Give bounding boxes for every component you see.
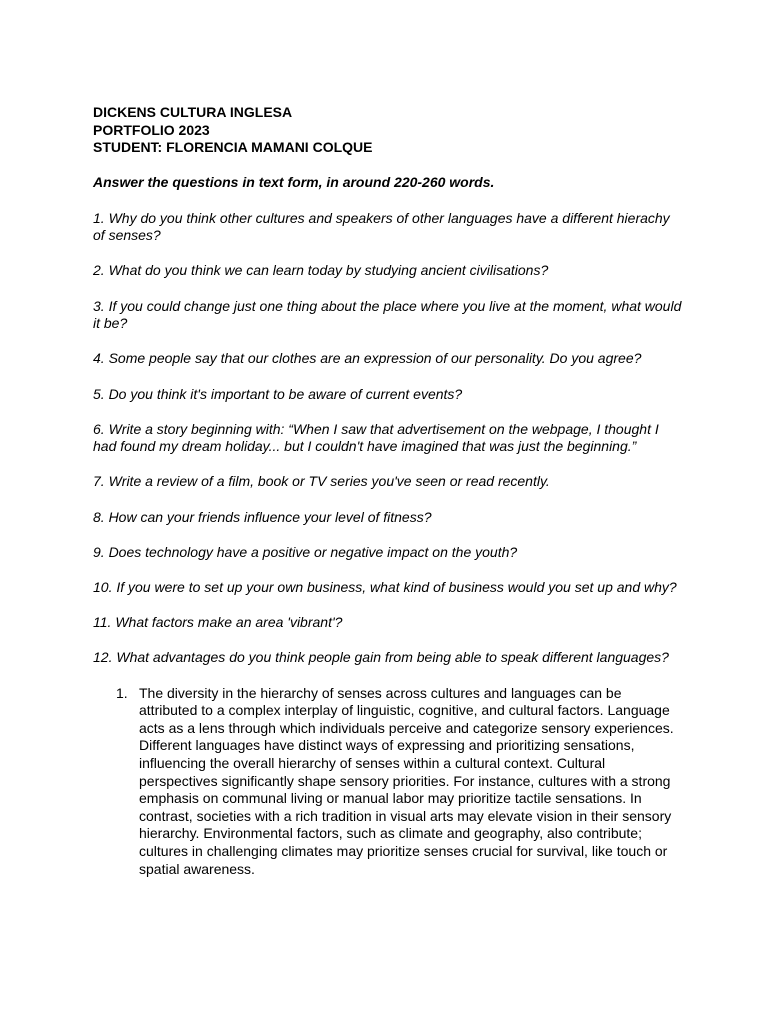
answers-list [93, 685, 683, 879]
question-11: 11. What factors make an area 'vibrant'? [93, 614, 343, 631]
question-4: 4. Some people say that our clothes are an expression of our personality. Do you agree? [93, 350, 642, 367]
question-2: 2. What do you think we can learn today by studying ancient civilisations? [93, 262, 549, 279]
student-name: STUDENT: FLORENCIA MAMANI COLQUE [93, 139, 373, 156]
question-7: 7. Write a review of a film, book or TV series you've seen or read recently. [93, 473, 550, 490]
question-10: 10. If you were to set up your own business, what kind of business would you set up and why? [93, 579, 677, 596]
instructions: Answer the questions in text form, in around 220-260 words. [93, 174, 495, 191]
question-6: 6. Write a story beginning with: “When I saw that advertisement on the webpage, I thought I had found my dream holiday... but I couldn't have imagined that was just the beginning.” [93, 420, 659, 455]
question-12: 12. What advantages do you think people gain from being able to speak different languages? [93, 649, 669, 666]
answer-item-1 [93, 685, 683, 879]
school-name: DICKENS CULTURA INGLESA [93, 104, 293, 120]
question-1: 1. Why do you think other cultures and speakers of other languages have a different hierachy of senses? [93, 209, 670, 244]
document-page [93, 104, 683, 878]
portfolio-year: PORTFOLIO 2023 [93, 121, 210, 138]
question-5: 5. Do you think it's important to be aware of current events? [93, 385, 463, 402]
answer-number: 1. [116, 684, 128, 701]
question-9: 9. Does technology have a positive or negative impact on the youth? [93, 543, 518, 560]
question-3: 3. If you could change just one thing about the place where you live at the moment, what would it be? [93, 297, 682, 332]
question-8: 8. How can your friends influence your level of fitness? [93, 508, 432, 525]
answer-text: The diversity in the hierarchy of senses across cultures and languages can be attributed to a complex interplay of linguistic, cognitive, and cultural factors. Language acts as a lens through which individuals perceive and categorize sensory experiences. Different languages have distinct ways of expressing and prioritizing sensations, influencing the overall hierarchy of senses within a cultural context. Cultural perspectives significantly shape sensory priorities. For instance, cultures with a strong emphasis on communal living or manual labor may prioritize tactile sensations. In contrast, societies with a rich tradition in visual arts may elevate vision in their sensory hierarchy. Environmental factors, such as climate and geography, also contribute; cultures in challenging climates may prioritize senses crucial for survival, like touch or spatial awareness. [139, 684, 674, 877]
